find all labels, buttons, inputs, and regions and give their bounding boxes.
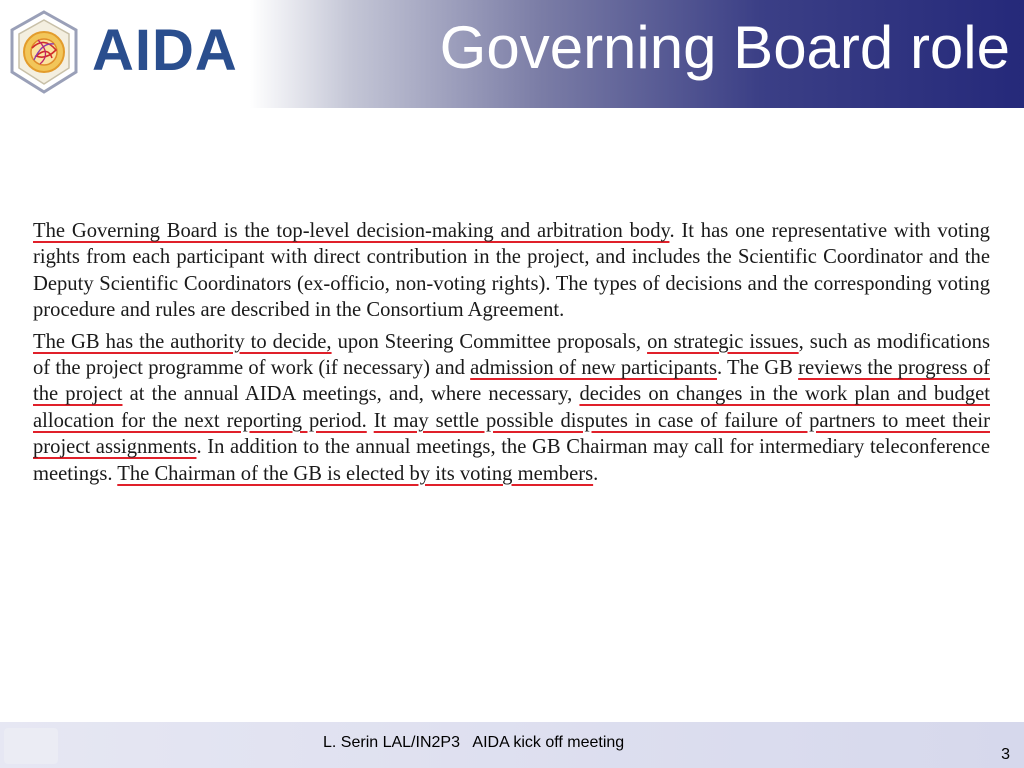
text-segment: . The GB — [716, 357, 799, 380]
slide-header — [0, 0, 1024, 108]
aida-emblem-icon — [8, 10, 80, 94]
slide-title: Governing Board role — [439, 14, 1010, 81]
text-segment: , such as modifications of the project programme of work (if necessary) and — [33, 330, 990, 380]
paragraph-gb-authority — [33, 329, 990, 487]
underlined-phrase: The GB has the authority to decide, — [33, 330, 332, 353]
underlined-phrase: The Chairman of the GB is elected by its voting members — [117, 462, 594, 485]
underlined-phrase: The Governing Board is the top-level decision-making and arbitration body — [33, 220, 670, 242]
underlined-phrase: reviews the progress of the project — [33, 357, 990, 406]
slide-footer — [0, 722, 1024, 768]
text-segment — [367, 410, 374, 432]
aida-logo-text: AIDA — [92, 18, 238, 83]
paragraph-governing-board — [33, 218, 990, 324]
underlined-phrase: on strategic issues — [647, 330, 799, 353]
text-segment: at the annual AIDA meetings, and, where necessary, — [122, 383, 580, 406]
page-number: 3 — [1001, 746, 1010, 763]
footer-logo — [4, 728, 58, 764]
footer-text: L. Serin LAL/IN2P3 AIDA kick off meeting — [323, 734, 625, 751]
underlined-phrase: It may settle possible disputes in case of failure of partners to meet their project assignments — [33, 409, 990, 459]
underlined-phrase: admission of new participants — [470, 357, 717, 380]
text-segment: . In addition to the annual meetings, the GB Chairman may call for intermediary teleconference meetings. — [33, 436, 990, 485]
text-segment: . — [593, 462, 599, 485]
text-segment: upon Steering Committee proposals, — [331, 330, 648, 353]
document-body — [33, 218, 990, 492]
underlined-phrase: decides on changes in the work plan and budget allocation for the next reporting period. — [33, 383, 990, 432]
text-segment: . It has one representative with voting rights from each participant with direct contribution in the project, and includes the Scientific Coordinator and the Deputy Scientific Coordinators (ex-officio, non-voting rights). The types of decisions and the corresponding voting procedure and rules are described in the Consortium Agreement. — [33, 220, 990, 322]
